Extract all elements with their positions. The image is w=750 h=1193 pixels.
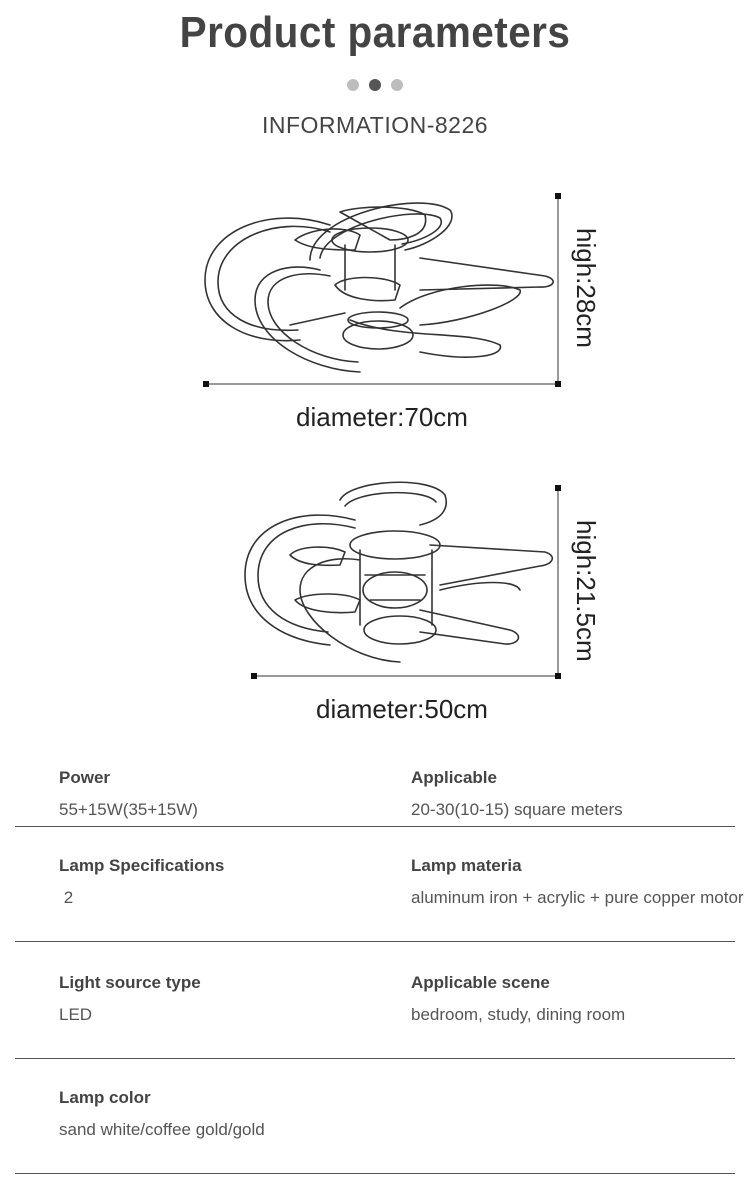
spec-label: Lamp Specifications <box>59 856 225 875</box>
model-subtitle: INFORMATION-8226 <box>261 112 489 138</box>
spec-applicable <box>411 768 623 820</box>
spec-light-source-type <box>59 973 201 1025</box>
height-label-small: high:21.5cm <box>571 520 601 662</box>
spec-label: Applicable <box>411 768 497 787</box>
diameter-label-small: diameter:50cm <box>316 694 488 724</box>
spec-label: Lamp color <box>59 1088 151 1107</box>
spec-lamp-specifications <box>59 856 224 908</box>
spec-lamp-material <box>411 856 744 908</box>
spec-value: sand white/coffee gold/gold <box>59 1120 265 1139</box>
height-label-large: high:28cm <box>571 228 601 348</box>
spec-label: Lamp materia <box>411 856 522 875</box>
spec-value: LED <box>59 1005 93 1024</box>
spec-value: bedroom, study, dining room <box>411 1005 626 1024</box>
spec-value: 20-30(10-15) square meters <box>411 800 623 819</box>
spec-label: Applicable scene <box>411 973 550 992</box>
row-divider <box>15 1058 735 1059</box>
page-title: Product parameters <box>179 8 571 57</box>
spec-applicable-scene <box>411 973 625 1025</box>
spec-lamp-color <box>59 1088 265 1140</box>
row-divider <box>15 1173 735 1174</box>
diameter-label-large: diameter:70cm <box>296 402 468 432</box>
spec-value: 55+15W(35+15W) <box>59 800 198 819</box>
row-divider <box>15 826 735 827</box>
spec-label: Light source type <box>59 973 201 992</box>
spec-power <box>59 768 198 820</box>
spec-value: aluminum iron + acrylic + pure copper motor <box>411 888 744 907</box>
row-divider <box>15 941 735 942</box>
spec-value: 2 <box>59 888 74 907</box>
spec-label: Power <box>59 768 111 787</box>
